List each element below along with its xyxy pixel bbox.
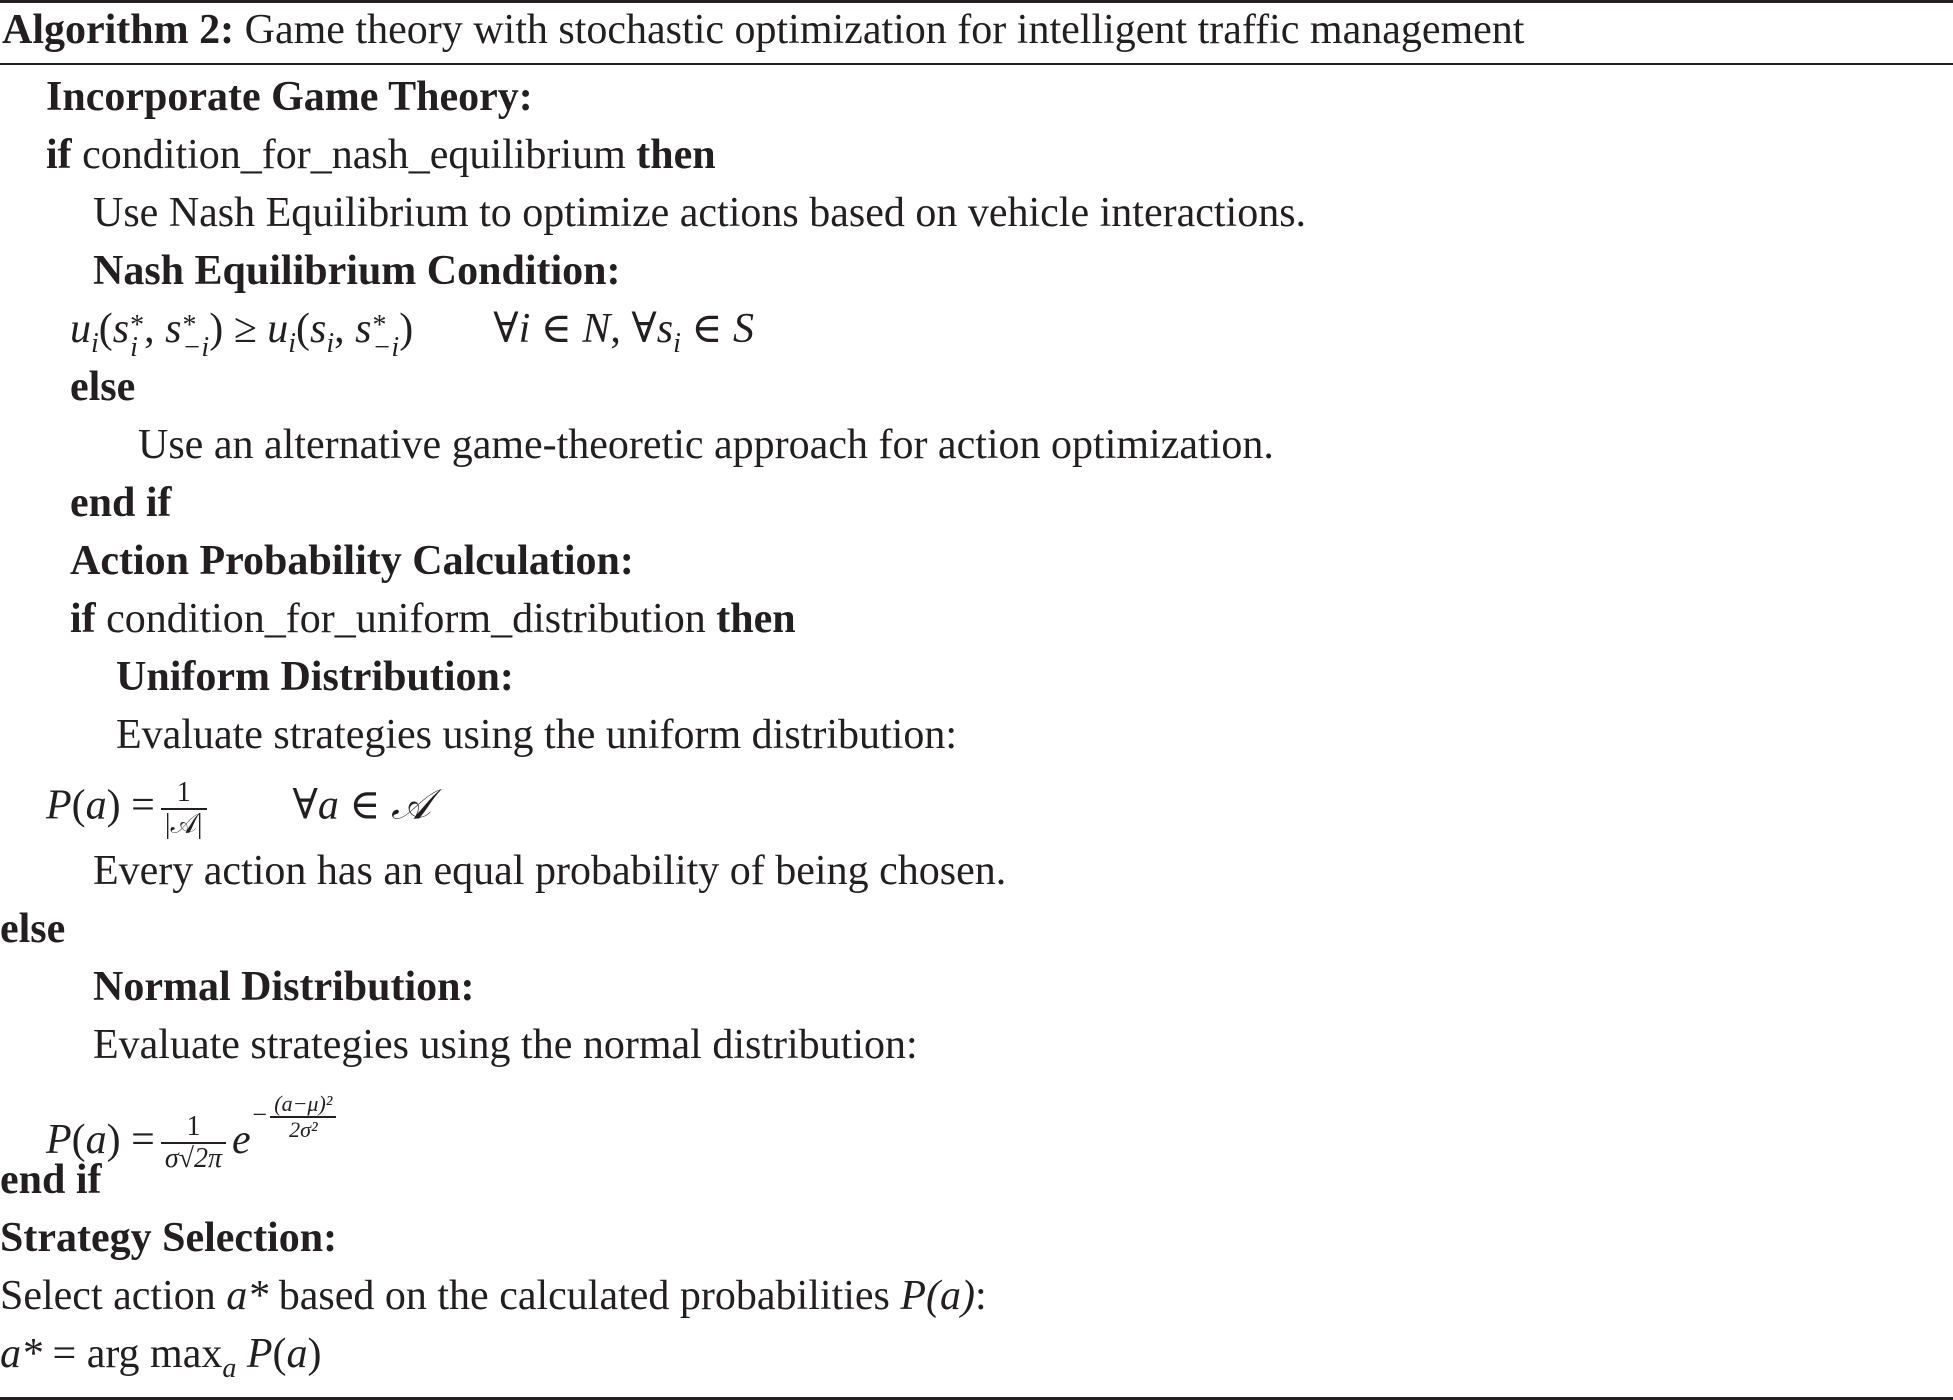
use-nash-line: Use Nash Equilibrium to optimize actions based on vehicle interactions.	[93, 190, 1307, 236]
else-line-2: else	[0, 906, 66, 952]
section-strategy: Strategy Selection:	[0, 1215, 338, 1261]
algorithm-label: Algorithm 2:	[2, 7, 235, 53]
nash-condition-heading: Nash Equilibrium Condition:	[93, 248, 621, 294]
if-uniform-line: if condition_for_uniform_distribution then	[70, 596, 796, 642]
eval-uniform-line: Evaluate strategies using the uniform distribution:	[116, 712, 958, 758]
section-action-prob: Action Probability Calculation:	[70, 538, 634, 584]
normal-equation: P(a) = $\frac{1}{\sigma√2\pi}$ e− $\frac{\text{(a−μ)²}}{\text{2σ²}}$	[46, 1092, 338, 1152]
argmax-equation: a* = arg $\max_a P(a)$	[0, 1331, 322, 1384]
end-if-line-2: end if	[0, 1157, 102, 1203]
uniform-equation: P(a) = $\frac{1}{\text{|𝒜|}}$ ∀a ∈ 𝒜	[46, 777, 431, 840]
equal-prob-line: Every action has an equal probability of being chosen.	[93, 848, 1007, 894]
eval-normal-line: Evaluate strategies using the normal distribution:	[93, 1022, 918, 1068]
section-incorporate: Incorporate Game Theory:	[46, 74, 533, 120]
select-action-line: Select action a* based on the calculated probabilities P(a):	[0, 1273, 987, 1319]
end-if-line-1: end if	[70, 480, 172, 526]
algorithm-title: Game theory with stochastic optimization for intelligent traffic management	[244, 7, 1525, 53]
normal-heading: Normal Distribution:	[93, 964, 475, 1010]
algorithm-caption	[2, 5, 1524, 55]
nash-equation: $u_i(s$ * i , s * −i ) ≥ $u_i(s_i$, s * −i ) ∀i ∈ N, $\forall s_i$ ∈ S	[70, 306, 754, 363]
top-rule	[0, 0, 1953, 3]
use-alt-line: Use an alternative game-theoretic approach for action optimization.	[138, 422, 1274, 468]
uniform-heading: Uniform Distribution:	[116, 654, 514, 700]
else-line-1: else	[70, 364, 136, 410]
caption-rule	[0, 63, 1953, 65]
if-nash-line: if condition_for_nash_equilibrium then	[46, 132, 716, 178]
